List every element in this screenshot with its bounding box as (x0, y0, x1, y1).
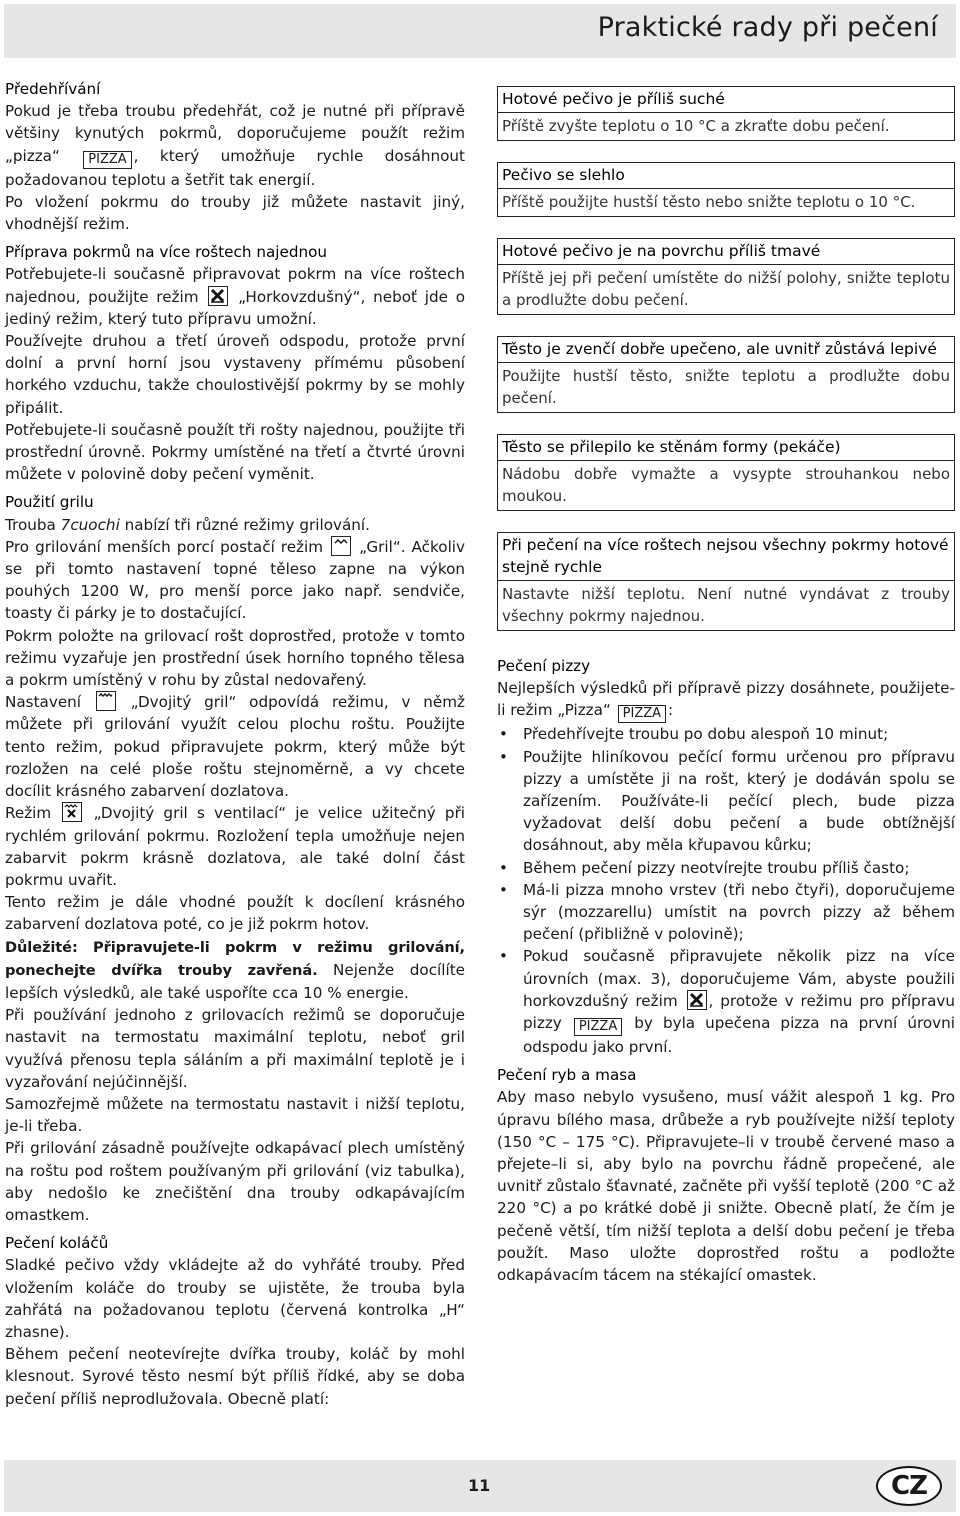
grill-paragraph-3: Pokrm položte na grilovací rošt doprostřed, protože v tomto režimu vyzařuje jen prostřední úsek horního topného tělesa a pokrm umístěný v rohu by zůstal nedovařený. (5, 626, 465, 690)
list-item: • Během pečení pizzy neotvírejte troubu příliš často; (523, 857, 955, 879)
language-badge: CZ (876, 1466, 942, 1506)
pizza-mode-icon: PIZZA (83, 151, 131, 169)
grill-paragraph-10: Při grilování zásadně používejte odkapávací plech umístěný na roštu pod roštem používaným při grilování (viz tabulka), aby nedošlo ke znečištění dna trouby odkapávajícím omastkem. (5, 1139, 465, 1224)
cakes-paragraph-1: Sladké pečivo vždy vkládejte až do vyhřáté trouby. Před vložením koláče do trouby se ujistěte, že trouba byla zahřátá na požadovanou teplotu (červená kontrolka „H“ zhasne). (5, 1256, 465, 1341)
tip-title: Pečivo se slehlo (497, 162, 955, 189)
pizza-tips-list (497, 723, 955, 1058)
tip-box (497, 86, 955, 141)
grill-paragraph-9: Samozřejmě můžete na termostatu nastavit i nižší teplotu, je-li třeba. (5, 1094, 465, 1136)
page-title: Praktické rady při pečení (597, 12, 938, 43)
tip-text: Příště zvyšte teplotu o 10 °C a zkraťte dobu pečení. (502, 117, 890, 135)
pizza-intro: Nejlepších výsledků při přípravě pizzy dosáhnete, použijete-li režim „Pizza“ PIZZA : (497, 679, 955, 722)
tip-title: Těsto se přilepilo ke stěnám formy (pekáče) (497, 434, 955, 461)
tip-box (497, 532, 955, 631)
preheat-heading: Předehřívání (5, 80, 101, 98)
grill-heading: Použití grilu (5, 493, 94, 512)
multi-paragraph-3: Potřebujete-li současně použít tři rošty najednou, použijte tři prostřední úrovně. Pokrmy umístěné na třetí a čtvrté úrovni můžete v polovině doby pečení vyměnit. (5, 420, 465, 484)
preheat-paragraph: Pokud je třeba troubu předehřát, což je nutné při přípravě většiny kynutých pokrmů, doporučujeme použít režim „pizza“ PIZZA , který umožňuje rychle dosáhnout požadovanou teplotu a šetřit tak energií. (5, 102, 466, 189)
tip-title: Při pečení na více roštech nejsou všechny pokrmy hotové stejně rychle (497, 532, 955, 581)
pizza-mode-icon: PIZZA (618, 705, 666, 723)
multi-heading: Příprava pokrmů na více roštech najednou (5, 243, 328, 262)
list-item: • Pokud současně připravujete několik pizz na více úrovních (max. 3), doporučujeme Vám, abyste použili horkovzdušný režim , protože v režimu pro přípravu pizzy PIZZA by byla upečena pizza na první úrovni odspodu jako první. (523, 945, 955, 1058)
list-item: • Předehřívejte troubu po dobu alespoň 10 minut; (523, 723, 955, 745)
cakes-paragraph-2: Během pečení neotevírejte dvířka trouby, koláč by mohl klesnout. Syrové těsto nesmí být příliš řídké, aby se doba pečení příliš neprodlužovala. Obecně platí: (5, 1345, 465, 1408)
grill-paragraph-6: Tento režim je dále vhodné použít k docílení krásného zabarvení dozlatova poté, co je již pokrm hotov. (5, 893, 465, 934)
fish-paragraph: Aby maso nebylo vysušeno, musí vážit alespoň 1 kg. Pro úpravu bílého masa, drůbeže a ryb používejte nižší teploty (150 °C – 175 °C). Připravujete–li v troubě červené maso a přejete–li si, aby bylo na povrchu řádně propečené, ale uvnitř zůstalo šťavnaté, začněte při vyšší teplotě (200 °C až 220 °C) a po krátké době ji snižte. Obecně platí, že čím je pečeně větší, tím nižší teplota a delší dobu pečení je třeba použít. Maso uložte doprostřed roštu a podložte odkapávacím tácem na stékající omastek. (497, 1088, 955, 1285)
brand-name: 7cuochi (60, 515, 120, 534)
tip-box (497, 238, 955, 315)
grill-paragraph-5: Režim „Dvojitý gril s ventilací“ je velice užitečný při rychlém grilování pokrmu. Rozložení tepla umožňuje nejen zabarvit pokrm krásně dozlatova, ale také dolní část pokrmu uvařit. (5, 804, 466, 889)
page-number: 11 (468, 1476, 491, 1495)
vent-grill-icon (62, 802, 82, 822)
tip-title: Hotové pečivo je na povrchu příliš tmavé (497, 238, 955, 265)
fan-mode-name: „Horkovzdušný“ (238, 287, 361, 306)
fan-mode-icon (687, 990, 707, 1010)
multi-paragraph-1: Potřebujete-li současně připravovat pokrm na více roštech najednou, použijte režim „Horkovzdušný“, neboť jde o jediný režim, který tuto přípravu umožní. (5, 265, 466, 328)
grill-paragraph-8: Při používání jednoho z grilovacích režimů se doporučuje nastavit na termostatu maximální teplotu, neboť gril využívá přenosu tepla sáláním a při maximální teplotě je i vyzařování nejúčinnější. (5, 1006, 465, 1091)
tip-title: Těsto je zvenčí dobře upečeno, ale uvnitř zůstává lepivé (497, 336, 955, 363)
multi-paragraph-2: Používejte druhou a třetí úroveň odspodu, protože první dolní a první horní jsou vystaveny přímému působení horkého vzduchu, takže choulostivější pokrmy by se mohly připálit. (5, 332, 465, 417)
grill-paragraph-7: Důležité: Připravujete-li pokrm v režimu grilování, ponechejte dvířka trouby zavřená. Nejenže docílíte lepších výsledků, ale také uspoříte cca 10 % energie. (5, 938, 466, 1002)
tip-text: Příště jej při pečení umístěte do nižší polohy, snižte teplotu a prodlužte dobu pečení. (502, 269, 950, 309)
right-column (497, 86, 955, 1286)
preheat-paragraph-2: Po vložení pokrmu do trouby již můžete nastavit jiný, vhodnější režim. (5, 192, 465, 234)
left-column (5, 78, 465, 1410)
pizza-mode-icon: PIZZA (574, 1018, 622, 1036)
tip-text: Nastavte nižší teplotu. Není nutné vyndávat z trouby všechny pokrmy najednou. (502, 585, 950, 625)
grill-paragraph-2: Pro grilování menších porcí postačí režim „Gril“. Ačkoliv se při tomto nastavení topné těleso zapne na výkon pouhých 1200 W, pro menší porce jako např. sendviče, toasty či párky je to dostačující. (5, 537, 465, 623)
tip-box (497, 336, 955, 413)
list-item: • Použijte hliníkovou pečící formu určenou pro přípravu pizzy a umístěte ji na rošt, který je dodáván spolu se zařízením. Používáte-li pečící plech, bude pizza vyžadovat delší dobu pečení a bude obtížnější dosáhnout, aby měla křupavou kůrku; (523, 746, 955, 857)
tip-box (497, 162, 955, 217)
important-note: Důležité: Připravujete-li pokrm v režimu grilování, ponechejte dvířka trouby zavřená. (5, 938, 465, 979)
grill-paragraph-4: Nastavení „Dvojitý gril“ odpovídá režimu, v němž můžete při grilování využít celou plochu roštu. Použijte tento režim, pokud připravujete pokrm, který může být rozložen na celé ploše roštu stejnoměrně, a vy chcete docílit krásného zabarvení dozlatova. (5, 693, 466, 801)
tip-text: Nádobu dobře vymažte a vysypte strouhankou nebo moukou. (502, 465, 950, 505)
double-grill-icon (96, 691, 116, 711)
tip-text: Použijte hustší těsto, snižte teplotu a prodlužte dobu pečení. (502, 367, 950, 407)
pizza-heading: Pečení pizzy (497, 657, 591, 675)
tip-title: Hotové pečivo je příliš suché (497, 86, 955, 113)
fish-heading: Pečení ryb a masa (497, 1066, 637, 1085)
list-item: • Má-li pizza mnoho vrstev (tři nebo čtyři), doporučujeme sýr (mozzarellu) umístit na povrch pizzy až během pečení (přibližně v polovině); (523, 879, 955, 946)
fan-mode-icon (208, 286, 228, 306)
cakes-heading: Pečení koláčů (5, 1234, 109, 1253)
grill-mode-icon (331, 536, 351, 556)
tip-text: Příště použijte hustší těsto nebo snižte teplotu o 10 °C. (502, 193, 916, 211)
grill-paragraph-1: Trouba 7cuochi nabízí tři různé režimy grilování. (5, 515, 370, 534)
tip-box (497, 434, 955, 511)
